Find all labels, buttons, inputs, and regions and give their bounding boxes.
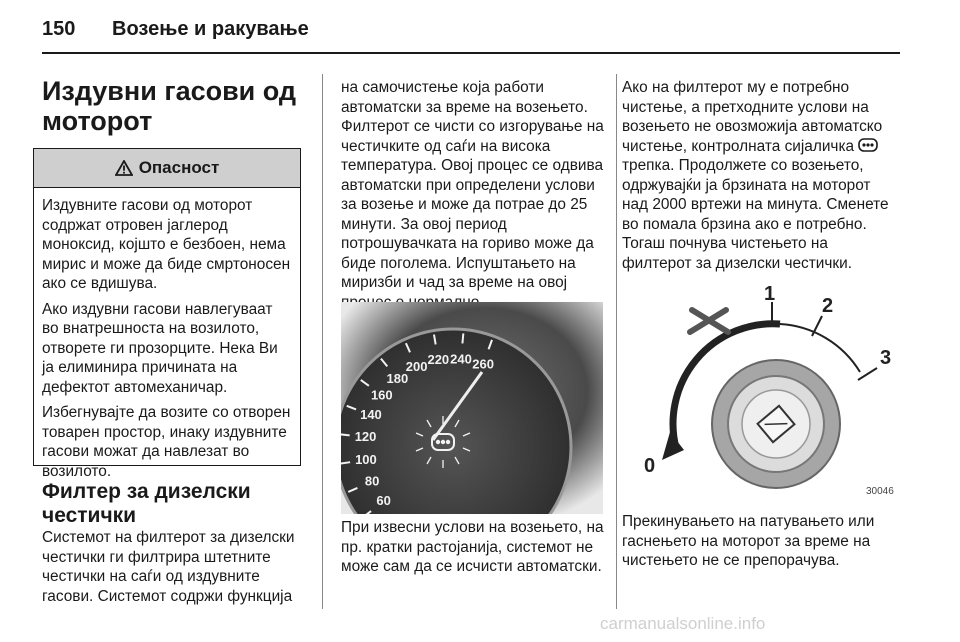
dpf-intro-text: Системот на филтерот за дизелски честички ги филтрира штетните честички на саѓи од издувните гасови. Системот содржи функција	[42, 529, 295, 605]
column-separator	[322, 74, 323, 609]
speedometer-tick-label: 60	[376, 493, 391, 509]
ignition-figure	[622, 282, 900, 500]
header-rule	[42, 52, 900, 54]
danger-paragraph: Издувните гасови од моторот содржат отровен јаглерод моноксид, којшто е безбоен, нема мирис и може да биде смртоносен ако се вдишува.	[42, 197, 291, 292]
danger-header	[34, 149, 300, 188]
danger-paragraph: Ако издувни гасови навлегуваат во внатрешноста на возилото, отворете ги прозорците. Нека Ви ја елиминира причината на дефектот автомеханичар.	[42, 300, 278, 396]
warning-triangle-icon	[115, 160, 133, 176]
speedometer-tick-label: 120	[354, 429, 377, 445]
danger-paragraph: Избегнувајте да возите со отворен товарен простор, инаку издувните гасови можат да навлезат во возилото.	[42, 404, 291, 480]
speedometer-tick-label: 80	[364, 473, 380, 489]
ignition-label: 1	[764, 283, 776, 305]
section-title-dpf: Филтер за дизелски честички	[42, 480, 251, 527]
dpf-lamp-icon	[858, 138, 878, 152]
page-number: 150	[42, 18, 76, 40]
danger-box	[33, 148, 301, 480]
figure-code: 30046	[866, 486, 894, 497]
instructions-part-1: Ако на филтерот му е потребно чистење, а претходните услови на возењето не овозможија автоматско чистење, контролната сијаличка	[622, 79, 883, 155]
dpf-conditions-text: При извесни услови на возењето, на пр. кратки растојанија, системот не може сам да се исчисти автоматски.	[341, 519, 604, 575]
dpf-self-cleaning-text: на самочистење која работи автоматски за време на возењето. Филтерот се чисти со изгорување на честичките од саѓи на висока температура. Овој процес се одвива автоматски при определени услови за возење и може да потрае до 25 минути. За овој период потрошувачката на гориво може да биде поголема. Испуштањето на миризби и чад за време на овој	[341, 79, 604, 291]
speedometer-tick	[462, 333, 463, 343]
speedometer-tick	[341, 434, 350, 435]
speedometer-tick-label: 100	[355, 451, 377, 467]
speedometer-tick-label: 240	[450, 351, 472, 367]
speedometer-figure	[341, 302, 603, 514]
speedometer-tick-label: 260	[472, 356, 494, 372]
speedometer-tick-label: 160	[370, 387, 393, 403]
chapter-title: Возење и ракување	[112, 18, 309, 40]
ignition-label: 2	[822, 295, 834, 317]
dpf-cleaning-instructions	[622, 78, 900, 273]
ignition-label: 0	[644, 455, 656, 477]
instructions-part-2: трепка. Продолжете со возењето, одржувајќи ја брзината на моторот над 2000 вртежи на минута. Сменете во помала брзина ако е потребно. Тогаш почнува чистењето на филтерот за дизелски честички.	[622, 157, 889, 272]
danger-title: Опасност	[138, 158, 220, 177]
speedometer-tick-label: 180	[386, 370, 409, 386]
speedometer-tick-label: 140	[360, 407, 382, 423]
speedometer-tick-label: 200	[405, 358, 428, 374]
dpf-interrupt-note: Прекинувањето на патувањето или гаснењето на моторот за време на чистењето не се препорачува.	[622, 513, 875, 569]
column-separator	[616, 74, 617, 609]
section-title-exhaust: Издувни гасови од моторот	[42, 76, 297, 136]
ignition-label: 3	[880, 347, 892, 369]
watermark: carmanualsonline.info	[600, 614, 766, 633]
speedometer-tick-label: 220	[427, 352, 450, 368]
